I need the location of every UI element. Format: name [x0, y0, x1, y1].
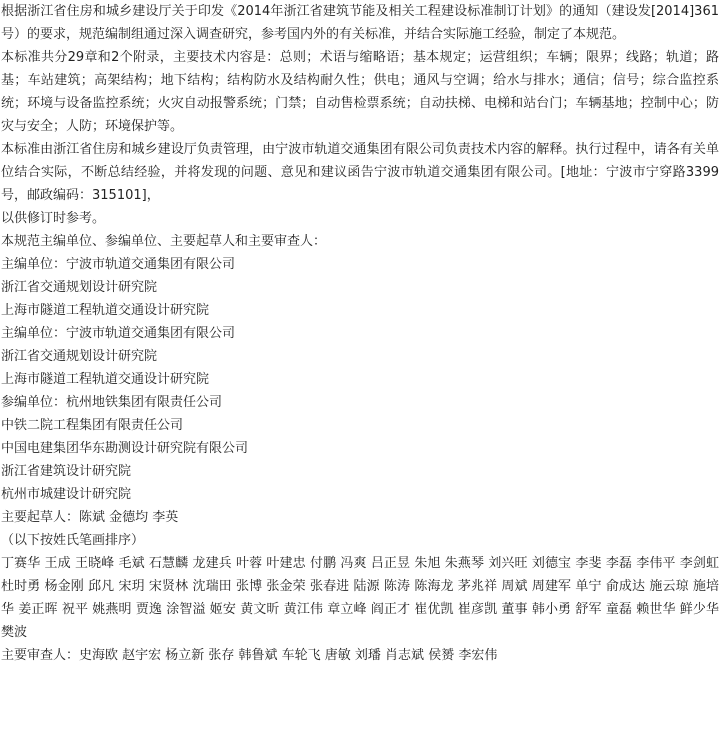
unit-line: 上海市隧道工程轨道交通设计研究院 — [1, 303, 210, 318]
chief-editor-unit: 主编单位：宁波市轨道交通集团有限公司 — [1, 326, 236, 341]
main-drafters: 主要起草人：陈斌 金德均 李英 — [1, 510, 179, 525]
main-reviewers: 主要审查人：史海欧 赵宇宏 杨立新 张存 韩鲁斌 车轮飞 唐敏 刘璠 肖志斌 侯赟 李宏伟 — [1, 648, 498, 663]
unit-line: 中铁二院工程集团有限责任公司 — [1, 418, 184, 433]
paragraph-intro: 根据浙江省住房和城乡建设厅关于印发《2014年浙江省建筑节能及相关工程建设标准制订计划》的通知（建设发[2014]361号）的要求，规范编制组通过深入调查研究，参考国内外的有关标准，并结合实际施工经验，制定了本规范。 — [1, 4, 719, 42]
unit-line: 杭州市城建设计研究院 — [1, 487, 132, 502]
paragraph-revision-note: 以供修订时参考。 — [1, 211, 106, 226]
unit-line: 上海市隧道工程轨道交通设计研究院 — [1, 372, 210, 387]
chief-editor-unit: 主编单位：宁波市轨道交通集团有限公司 — [1, 257, 236, 272]
ordering-note: （以下按姓氏笔画排序） — [1, 533, 145, 548]
paragraph-units-heading: 本规范主编单位、参编单位、主要起草人和主要审查人： — [1, 234, 327, 249]
paragraph-management: 本标准由浙江省住房和城乡建设厅负责管理，由宁波市轨道交通集团有限公司负责技术内容的解释。执行过程中，请各有关单位结合实际，不断总结经验，并将发现的问题、意见和建议函告宁波市轨道交通集团有限公司。[地址：宁波市宁穿路3399号，邮政编码：315101]， — [1, 142, 719, 203]
participating-unit: 参编单位：杭州地铁集团有限责任公司 — [1, 395, 223, 410]
unit-line: 浙江省交通规划设计研究院 — [1, 349, 158, 364]
drafter-names: 丁赛华 王成 王晓峰 毛斌 石慧麟 龙建兵 叶蓉 叶建忠 付鹏 冯爽 吕正昱 朱旭 朱燕琴 刘兴旺 刘德宝 李斐 李磊 李伟平 李剑虹 杜时勇 杨金刚 邱凡 宋玥 宋贤林 沈瑞田 张博 张金荣 张春进 陆源 陈涛 陈海龙 茅兆祥 周斌 周建军 单宁 俞成达 施云琼 施培华 姜正晖 祝平 姚燕明 贾逸 涂智溢 姬安 黄文昕 黄江伟 章立峰 阎正才 崔优凯 崔彦凯 董事 韩小勇 舒军 童磊 赖世华 鲜少华 樊波 — [1, 556, 719, 640]
unit-line: 浙江省建筑设计研究院 — [1, 464, 132, 479]
unit-line: 中国电建集团华东勘测设计研究院有限公司 — [1, 441, 249, 456]
paragraph-contents: 本标准共分29章和2个附录，主要技术内容是：总则；术语与缩略语；基本规定；运营组织；车辆；限界；线路；轨道；路基；车站建筑；高架结构；地下结构；结构防水及结构耐久性；供电；通风与空调；给水与排水；通信；信号；综合监控系统；环境与设备监控系统；火灾自动报警系统；门禁；自动售检票系统；自动扶梯、电梯和站台门；车辆基地；控制中心；防灾与安全；人防；环境保护等。 — [1, 50, 719, 134]
unit-line: 浙江省交通规划设计研究院 — [1, 280, 158, 295]
